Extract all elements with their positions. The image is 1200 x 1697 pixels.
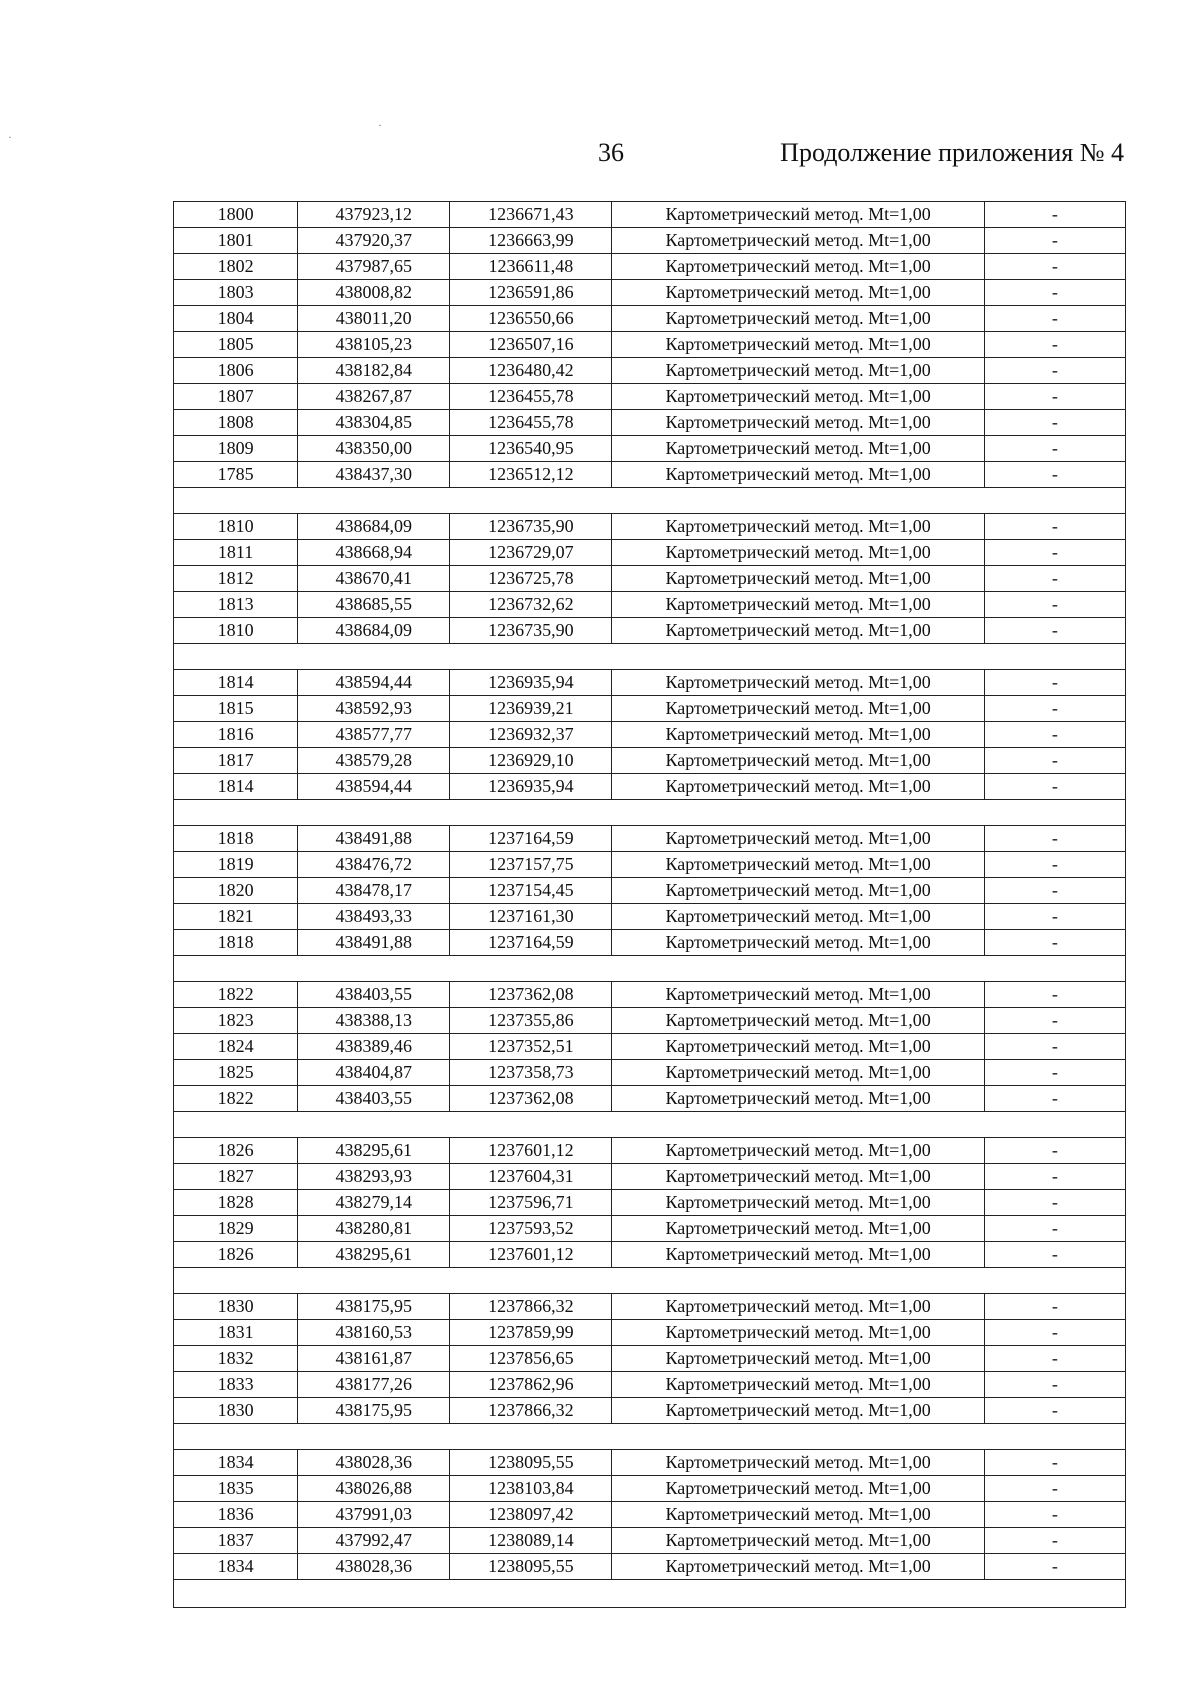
group-separator-row bbox=[174, 956, 1126, 982]
y-coordinate-cell: 1236735,90 bbox=[450, 514, 612, 540]
description-cell: - bbox=[984, 982, 1125, 1008]
table-row bbox=[174, 904, 1126, 930]
point-number-cell: 1806 bbox=[174, 358, 298, 384]
method-cell: Картометрический метод. Мt=1,00 bbox=[612, 774, 984, 800]
table-row bbox=[174, 618, 1126, 644]
point-number-cell: 1802 bbox=[174, 254, 298, 280]
description-cell: - bbox=[984, 1008, 1125, 1034]
y-coordinate-cell: 1236540,95 bbox=[450, 436, 612, 462]
page-header bbox=[0, 138, 1200, 178]
point-number-cell: 1813 bbox=[174, 592, 298, 618]
table-row bbox=[174, 1398, 1126, 1424]
table-row bbox=[174, 332, 1126, 358]
point-number-cell: 1801 bbox=[174, 228, 298, 254]
group-separator-row bbox=[174, 1424, 1126, 1450]
point-number-cell: 1817 bbox=[174, 748, 298, 774]
y-coordinate-cell: 1236550,66 bbox=[450, 306, 612, 332]
y-coordinate-cell: 1237154,45 bbox=[450, 878, 612, 904]
x-coordinate-cell: 438279,14 bbox=[298, 1190, 450, 1216]
x-coordinate-cell: 438280,81 bbox=[298, 1216, 450, 1242]
description-cell: - bbox=[984, 748, 1125, 774]
x-coordinate-cell: 438350,00 bbox=[298, 436, 450, 462]
table-row bbox=[174, 254, 1126, 280]
separator-cell bbox=[174, 1424, 1126, 1450]
description-cell: - bbox=[984, 280, 1125, 306]
y-coordinate-cell: 1237859,99 bbox=[450, 1320, 612, 1346]
x-coordinate-cell: 438160,53 bbox=[298, 1320, 450, 1346]
y-coordinate-cell: 1236935,94 bbox=[450, 774, 612, 800]
point-number-cell: 1785 bbox=[174, 462, 298, 488]
description-cell: - bbox=[984, 1346, 1125, 1372]
y-coordinate-cell: 1238103,84 bbox=[450, 1476, 612, 1502]
table-row bbox=[174, 1138, 1126, 1164]
method-cell: Картометрический метод. Мt=1,00 bbox=[612, 1086, 984, 1112]
table-row bbox=[174, 410, 1126, 436]
group-separator-row bbox=[174, 488, 1126, 514]
y-coordinate-cell: 1236663,99 bbox=[450, 228, 612, 254]
method-cell: Картометрический метод. Мt=1,00 bbox=[612, 1216, 984, 1242]
table-row bbox=[174, 462, 1126, 488]
table-row bbox=[174, 774, 1126, 800]
method-cell: Картометрический метод. Мt=1,00 bbox=[612, 1372, 984, 1398]
method-cell: Картометрический метод. Мt=1,00 bbox=[612, 1138, 984, 1164]
method-cell: Картометрический метод. Мt=1,00 bbox=[612, 852, 984, 878]
coordinates-table bbox=[173, 201, 1126, 1608]
y-coordinate-cell: 1237362,08 bbox=[450, 1086, 612, 1112]
description-cell: - bbox=[984, 1476, 1125, 1502]
point-number-cell: 1815 bbox=[174, 696, 298, 722]
description-cell: - bbox=[984, 1164, 1125, 1190]
method-cell: Картометрический метод. Мt=1,00 bbox=[612, 566, 984, 592]
method-cell: Картометрический метод. Мt=1,00 bbox=[612, 1528, 984, 1554]
table-row bbox=[174, 1294, 1126, 1320]
x-coordinate-cell: 438175,95 bbox=[298, 1398, 450, 1424]
description-cell: - bbox=[984, 722, 1125, 748]
y-coordinate-cell: 1237601,12 bbox=[450, 1242, 612, 1268]
description-cell: - bbox=[984, 826, 1125, 852]
table-row bbox=[174, 1008, 1126, 1034]
method-cell: Картометрический метод. Мt=1,00 bbox=[612, 930, 984, 956]
description-cell: - bbox=[984, 1450, 1125, 1476]
y-coordinate-cell: 1237856,65 bbox=[450, 1346, 612, 1372]
x-coordinate-cell: 438437,30 bbox=[298, 462, 450, 488]
method-cell: Картометрический метод. Мt=1,00 bbox=[612, 618, 984, 644]
x-coordinate-cell: 438403,55 bbox=[298, 982, 450, 1008]
description-cell: - bbox=[984, 1372, 1125, 1398]
table-row bbox=[174, 1450, 1126, 1476]
point-number-cell: 1814 bbox=[174, 774, 298, 800]
table-row bbox=[174, 1320, 1126, 1346]
x-coordinate-cell: 438389,46 bbox=[298, 1034, 450, 1060]
table-row bbox=[174, 514, 1126, 540]
point-number-cell: 1825 bbox=[174, 1060, 298, 1086]
group-separator-row bbox=[174, 1580, 1126, 1608]
point-number-cell: 1827 bbox=[174, 1164, 298, 1190]
description-cell: - bbox=[984, 1554, 1125, 1580]
description-cell: - bbox=[984, 696, 1125, 722]
y-coordinate-cell: 1236939,21 bbox=[450, 696, 612, 722]
table-row bbox=[174, 1242, 1126, 1268]
separator-cell bbox=[174, 1268, 1126, 1294]
description-cell: - bbox=[984, 592, 1125, 618]
point-number-cell: 1803 bbox=[174, 280, 298, 306]
point-number-cell: 1837 bbox=[174, 1528, 298, 1554]
x-coordinate-cell: 438684,09 bbox=[298, 618, 450, 644]
description-cell: - bbox=[984, 358, 1125, 384]
description-cell: - bbox=[984, 254, 1125, 280]
table-row bbox=[174, 202, 1126, 228]
method-cell: Картометрический метод. Мt=1,00 bbox=[612, 436, 984, 462]
description-cell: - bbox=[984, 332, 1125, 358]
y-coordinate-cell: 1238095,55 bbox=[450, 1554, 612, 1580]
description-cell: - bbox=[984, 1138, 1125, 1164]
x-coordinate-cell: 438177,26 bbox=[298, 1372, 450, 1398]
table-row bbox=[174, 982, 1126, 1008]
method-cell: Картометрический метод. Мt=1,00 bbox=[612, 540, 984, 566]
method-cell: Картометрический метод. Мt=1,00 bbox=[612, 1242, 984, 1268]
appendix-title: Продолжение приложения № 4 bbox=[780, 138, 1124, 167]
point-number-cell: 1814 bbox=[174, 670, 298, 696]
x-coordinate-cell: 438478,17 bbox=[298, 878, 450, 904]
table-row bbox=[174, 436, 1126, 462]
description-cell: - bbox=[984, 1060, 1125, 1086]
table-row bbox=[174, 1190, 1126, 1216]
scan-speck: · bbox=[8, 130, 12, 144]
point-number-cell: 1829 bbox=[174, 1216, 298, 1242]
method-cell: Картометрический метод. Мt=1,00 bbox=[612, 904, 984, 930]
description-cell: - bbox=[984, 1086, 1125, 1112]
table-row bbox=[174, 670, 1126, 696]
method-cell: Картометрический метод. Мt=1,00 bbox=[612, 410, 984, 436]
description-cell: - bbox=[984, 514, 1125, 540]
method-cell: Картометрический метод. Мt=1,00 bbox=[612, 982, 984, 1008]
group-separator-row bbox=[174, 1112, 1126, 1138]
point-number-cell: 1805 bbox=[174, 332, 298, 358]
x-coordinate-cell: 438304,85 bbox=[298, 410, 450, 436]
page-number: 36 bbox=[598, 138, 624, 167]
table-row bbox=[174, 1528, 1126, 1554]
separator-cell bbox=[174, 644, 1126, 670]
y-coordinate-cell: 1236732,62 bbox=[450, 592, 612, 618]
x-coordinate-cell: 438028,36 bbox=[298, 1554, 450, 1580]
point-number-cell: 1831 bbox=[174, 1320, 298, 1346]
point-number-cell: 1834 bbox=[174, 1450, 298, 1476]
method-cell: Картометрический метод. Мt=1,00 bbox=[612, 1476, 984, 1502]
description-cell: - bbox=[984, 618, 1125, 644]
table-row bbox=[174, 878, 1126, 904]
description-cell: - bbox=[984, 774, 1125, 800]
x-coordinate-cell: 438493,33 bbox=[298, 904, 450, 930]
method-cell: Картометрический метод. Мt=1,00 bbox=[612, 306, 984, 332]
x-coordinate-cell: 438579,28 bbox=[298, 748, 450, 774]
table-row bbox=[174, 1216, 1126, 1242]
table-row bbox=[174, 1164, 1126, 1190]
method-cell: Картометрический метод. Мt=1,00 bbox=[612, 696, 984, 722]
separator-cell bbox=[174, 956, 1126, 982]
x-coordinate-cell: 438594,44 bbox=[298, 774, 450, 800]
table-row bbox=[174, 852, 1126, 878]
point-number-cell: 1832 bbox=[174, 1346, 298, 1372]
point-number-cell: 1822 bbox=[174, 982, 298, 1008]
table-row bbox=[174, 1034, 1126, 1060]
x-coordinate-cell: 438105,23 bbox=[298, 332, 450, 358]
x-coordinate-cell: 438028,36 bbox=[298, 1450, 450, 1476]
x-coordinate-cell: 438011,20 bbox=[298, 306, 450, 332]
point-number-cell: 1830 bbox=[174, 1294, 298, 1320]
method-cell: Картометрический метод. Мt=1,00 bbox=[612, 722, 984, 748]
point-number-cell: 1812 bbox=[174, 566, 298, 592]
method-cell: Картометрический метод. Мt=1,00 bbox=[612, 826, 984, 852]
y-coordinate-cell: 1237593,52 bbox=[450, 1216, 612, 1242]
y-coordinate-cell: 1236455,78 bbox=[450, 410, 612, 436]
method-cell: Картометрический метод. Мt=1,00 bbox=[612, 1450, 984, 1476]
y-coordinate-cell: 1236611,48 bbox=[450, 254, 612, 280]
coordinates-table-body bbox=[174, 202, 1126, 1608]
x-coordinate-cell: 438388,13 bbox=[298, 1008, 450, 1034]
description-cell: - bbox=[984, 540, 1125, 566]
x-coordinate-cell: 438577,77 bbox=[298, 722, 450, 748]
point-number-cell: 1826 bbox=[174, 1138, 298, 1164]
description-cell: - bbox=[984, 1294, 1125, 1320]
table-row bbox=[174, 696, 1126, 722]
x-coordinate-cell: 438491,88 bbox=[298, 826, 450, 852]
method-cell: Картометрический метод. Мt=1,00 bbox=[612, 228, 984, 254]
method-cell: Картометрический метод. Мt=1,00 bbox=[612, 462, 984, 488]
point-number-cell: 1800 bbox=[174, 202, 298, 228]
point-number-cell: 1804 bbox=[174, 306, 298, 332]
point-number-cell: 1834 bbox=[174, 1554, 298, 1580]
y-coordinate-cell: 1237596,71 bbox=[450, 1190, 612, 1216]
y-coordinate-cell: 1236729,07 bbox=[450, 540, 612, 566]
x-coordinate-cell: 438175,95 bbox=[298, 1294, 450, 1320]
separator-cell bbox=[174, 1580, 1126, 1608]
method-cell: Картометрический метод. Мt=1,00 bbox=[612, 1034, 984, 1060]
y-coordinate-cell: 1237866,32 bbox=[450, 1398, 612, 1424]
y-coordinate-cell: 1237866,32 bbox=[450, 1294, 612, 1320]
point-number-cell: 1835 bbox=[174, 1476, 298, 1502]
table-row bbox=[174, 1346, 1126, 1372]
point-number-cell: 1821 bbox=[174, 904, 298, 930]
description-cell: - bbox=[984, 1034, 1125, 1060]
point-number-cell: 1808 bbox=[174, 410, 298, 436]
description-cell: - bbox=[984, 410, 1125, 436]
description-cell: - bbox=[984, 904, 1125, 930]
table-row bbox=[174, 384, 1126, 410]
method-cell: Картометрический метод. Мt=1,00 bbox=[612, 514, 984, 540]
x-coordinate-cell: 438295,61 bbox=[298, 1138, 450, 1164]
description-cell: - bbox=[984, 436, 1125, 462]
table-row bbox=[174, 592, 1126, 618]
method-cell: Картометрический метод. Мt=1,00 bbox=[612, 1320, 984, 1346]
table-row bbox=[174, 748, 1126, 774]
x-coordinate-cell: 438161,87 bbox=[298, 1346, 450, 1372]
method-cell: Картометрический метод. Мt=1,00 bbox=[612, 878, 984, 904]
x-coordinate-cell: 438684,09 bbox=[298, 514, 450, 540]
point-number-cell: 1820 bbox=[174, 878, 298, 904]
table-row bbox=[174, 540, 1126, 566]
table-row bbox=[174, 722, 1126, 748]
point-number-cell: 1816 bbox=[174, 722, 298, 748]
point-number-cell: 1828 bbox=[174, 1190, 298, 1216]
table-row bbox=[174, 358, 1126, 384]
y-coordinate-cell: 1237862,96 bbox=[450, 1372, 612, 1398]
table-row bbox=[174, 1086, 1126, 1112]
y-coordinate-cell: 1237164,59 bbox=[450, 826, 612, 852]
table-row bbox=[174, 1476, 1126, 1502]
x-coordinate-cell: 438404,87 bbox=[298, 1060, 450, 1086]
point-number-cell: 1818 bbox=[174, 826, 298, 852]
table-row bbox=[174, 566, 1126, 592]
y-coordinate-cell: 1237355,86 bbox=[450, 1008, 612, 1034]
point-number-cell: 1819 bbox=[174, 852, 298, 878]
table-row bbox=[174, 826, 1126, 852]
description-cell: - bbox=[984, 566, 1125, 592]
description-cell: - bbox=[984, 930, 1125, 956]
method-cell: Картометрический метод. Мt=1,00 bbox=[612, 1502, 984, 1528]
method-cell: Картометрический метод. Мt=1,00 bbox=[612, 358, 984, 384]
x-coordinate-cell: 438670,41 bbox=[298, 566, 450, 592]
x-coordinate-cell: 437991,03 bbox=[298, 1502, 450, 1528]
x-coordinate-cell: 437920,37 bbox=[298, 228, 450, 254]
separator-cell bbox=[174, 488, 1126, 514]
description-cell: - bbox=[984, 1502, 1125, 1528]
description-cell: - bbox=[984, 202, 1125, 228]
x-coordinate-cell: 438026,88 bbox=[298, 1476, 450, 1502]
point-number-cell: 1823 bbox=[174, 1008, 298, 1034]
x-coordinate-cell: 438685,55 bbox=[298, 592, 450, 618]
method-cell: Картометрический метод. Мt=1,00 bbox=[612, 1398, 984, 1424]
method-cell: Картометрический метод. Мt=1,00 bbox=[612, 592, 984, 618]
x-coordinate-cell: 438476,72 bbox=[298, 852, 450, 878]
point-number-cell: 1807 bbox=[174, 384, 298, 410]
method-cell: Картометрический метод. Мt=1,00 bbox=[612, 1554, 984, 1580]
table-row bbox=[174, 1372, 1126, 1398]
method-cell: Картометрический метод. Мt=1,00 bbox=[612, 332, 984, 358]
y-coordinate-cell: 1236480,42 bbox=[450, 358, 612, 384]
y-coordinate-cell: 1236932,37 bbox=[450, 722, 612, 748]
method-cell: Картометрический метод. Мt=1,00 bbox=[612, 670, 984, 696]
description-cell: - bbox=[984, 670, 1125, 696]
y-coordinate-cell: 1236671,43 bbox=[450, 202, 612, 228]
table-row bbox=[174, 280, 1126, 306]
point-number-cell: 1809 bbox=[174, 436, 298, 462]
description-cell: - bbox=[984, 228, 1125, 254]
description-cell: - bbox=[984, 878, 1125, 904]
method-cell: Картометрический метод. Мt=1,00 bbox=[612, 1008, 984, 1034]
description-cell: - bbox=[984, 1216, 1125, 1242]
y-coordinate-cell: 1237362,08 bbox=[450, 982, 612, 1008]
scan-speck: · bbox=[378, 118, 382, 132]
point-number-cell: 1833 bbox=[174, 1372, 298, 1398]
y-coordinate-cell: 1237358,73 bbox=[450, 1060, 612, 1086]
y-coordinate-cell: 1236455,78 bbox=[450, 384, 612, 410]
description-cell: - bbox=[984, 462, 1125, 488]
separator-cell bbox=[174, 800, 1126, 826]
description-cell: - bbox=[984, 1190, 1125, 1216]
description-cell: - bbox=[984, 384, 1125, 410]
y-coordinate-cell: 1238089,14 bbox=[450, 1528, 612, 1554]
x-coordinate-cell: 438008,82 bbox=[298, 280, 450, 306]
x-coordinate-cell: 438267,87 bbox=[298, 384, 450, 410]
y-coordinate-cell: 1238095,55 bbox=[450, 1450, 612, 1476]
description-cell: - bbox=[984, 852, 1125, 878]
y-coordinate-cell: 1237164,59 bbox=[450, 930, 612, 956]
method-cell: Картометрический метод. Мt=1,00 bbox=[612, 1346, 984, 1372]
table-row bbox=[174, 1554, 1126, 1580]
point-number-cell: 1811 bbox=[174, 540, 298, 566]
point-number-cell: 1836 bbox=[174, 1502, 298, 1528]
method-cell: Картометрический метод. Мt=1,00 bbox=[612, 748, 984, 774]
method-cell: Картометрический метод. Мt=1,00 bbox=[612, 1060, 984, 1086]
y-coordinate-cell: 1236735,90 bbox=[450, 618, 612, 644]
group-separator-row bbox=[174, 800, 1126, 826]
description-cell: - bbox=[984, 1242, 1125, 1268]
description-cell: - bbox=[984, 1398, 1125, 1424]
description-cell: - bbox=[984, 306, 1125, 332]
table-row bbox=[174, 1502, 1126, 1528]
y-coordinate-cell: 1236507,16 bbox=[450, 332, 612, 358]
y-coordinate-cell: 1237604,31 bbox=[450, 1164, 612, 1190]
table-row bbox=[174, 306, 1126, 332]
x-coordinate-cell: 438594,44 bbox=[298, 670, 450, 696]
point-number-cell: 1818 bbox=[174, 930, 298, 956]
description-cell: - bbox=[984, 1320, 1125, 1346]
x-coordinate-cell: 438182,84 bbox=[298, 358, 450, 384]
y-coordinate-cell: 1236725,78 bbox=[450, 566, 612, 592]
point-number-cell: 1826 bbox=[174, 1242, 298, 1268]
x-coordinate-cell: 438293,93 bbox=[298, 1164, 450, 1190]
method-cell: Картометрический метод. Мt=1,00 bbox=[612, 280, 984, 306]
x-coordinate-cell: 437992,47 bbox=[298, 1528, 450, 1554]
point-number-cell: 1824 bbox=[174, 1034, 298, 1060]
x-coordinate-cell: 437987,65 bbox=[298, 254, 450, 280]
method-cell: Картометрический метод. Мt=1,00 bbox=[612, 1190, 984, 1216]
method-cell: Картометрический метод. Мt=1,00 bbox=[612, 202, 984, 228]
method-cell: Картометрический метод. Мt=1,00 bbox=[612, 254, 984, 280]
point-number-cell: 1830 bbox=[174, 1398, 298, 1424]
method-cell: Картометрический метод. Мt=1,00 bbox=[612, 1294, 984, 1320]
y-coordinate-cell: 1236512,12 bbox=[450, 462, 612, 488]
x-coordinate-cell: 438592,93 bbox=[298, 696, 450, 722]
table-row bbox=[174, 930, 1126, 956]
y-coordinate-cell: 1237601,12 bbox=[450, 1138, 612, 1164]
table-row bbox=[174, 1060, 1126, 1086]
separator-cell bbox=[174, 1112, 1126, 1138]
group-separator-row bbox=[174, 644, 1126, 670]
y-coordinate-cell: 1236935,94 bbox=[450, 670, 612, 696]
group-separator-row bbox=[174, 1268, 1126, 1294]
point-number-cell: 1810 bbox=[174, 618, 298, 644]
x-coordinate-cell: 438403,55 bbox=[298, 1086, 450, 1112]
point-number-cell: 1822 bbox=[174, 1086, 298, 1112]
x-coordinate-cell: 438491,88 bbox=[298, 930, 450, 956]
y-coordinate-cell: 1237161,30 bbox=[450, 904, 612, 930]
y-coordinate-cell: 1236591,86 bbox=[450, 280, 612, 306]
y-coordinate-cell: 1238097,42 bbox=[450, 1502, 612, 1528]
description-cell: - bbox=[984, 1528, 1125, 1554]
x-coordinate-cell: 438295,61 bbox=[298, 1242, 450, 1268]
point-number-cell: 1810 bbox=[174, 514, 298, 540]
x-coordinate-cell: 437923,12 bbox=[298, 202, 450, 228]
method-cell: Картометрический метод. Мt=1,00 bbox=[612, 384, 984, 410]
x-coordinate-cell: 438668,94 bbox=[298, 540, 450, 566]
y-coordinate-cell: 1236929,10 bbox=[450, 748, 612, 774]
method-cell: Картометрический метод. Мt=1,00 bbox=[612, 1164, 984, 1190]
y-coordinate-cell: 1237157,75 bbox=[450, 852, 612, 878]
table-row bbox=[174, 228, 1126, 254]
y-coordinate-cell: 1237352,51 bbox=[450, 1034, 612, 1060]
